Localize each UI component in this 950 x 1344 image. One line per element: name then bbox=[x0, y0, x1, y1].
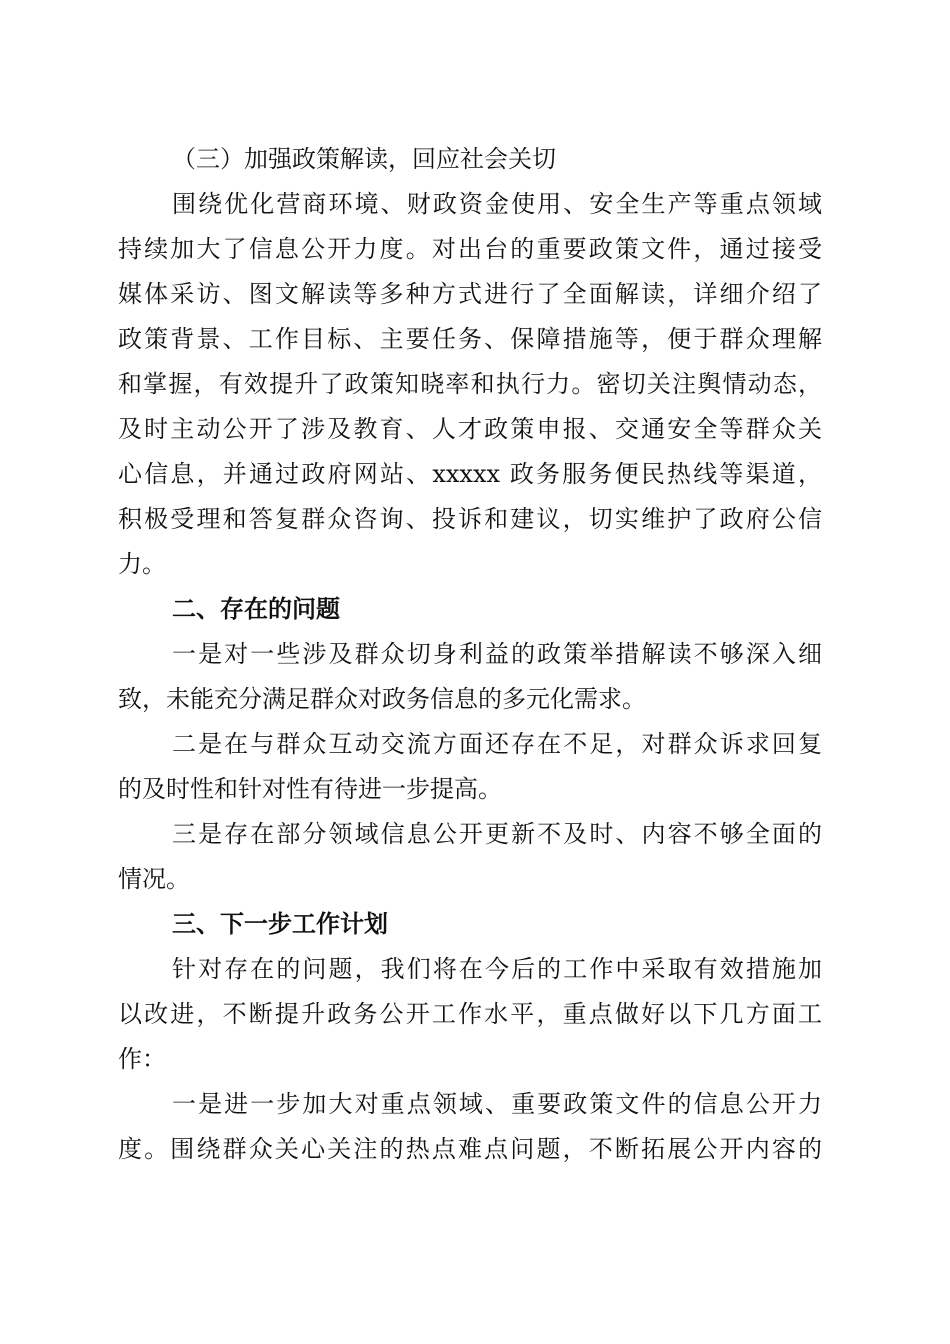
section-heading bbox=[118, 587, 822, 632]
paragraph bbox=[118, 947, 822, 1082]
text-line: 度。围绕群众关心关注的热点难点问题，不断拓展公开内容的 bbox=[118, 1135, 822, 1163]
text-line: 政策背景、工作目标、主要任务、保障措施等，便于群众理解 bbox=[118, 325, 822, 353]
text-line: 媒体采访、图文解读等多种方式进行了全面解读，详细介绍了 bbox=[118, 280, 822, 308]
paragraph bbox=[118, 1082, 822, 1172]
text-line: 围绕优化营商环境、财政资金使用、安全生产等重点领域 bbox=[172, 190, 822, 218]
text-line: 以改进，不断提升政务公开工作水平，重点做好以下几方面工 bbox=[118, 1000, 822, 1028]
text-line: 三、下一步工作计划 bbox=[172, 910, 388, 938]
text-line: 心信息，并通过政府网站、xxxxx 政务服务便民热线等渠道， bbox=[118, 460, 822, 488]
text-line: 积极受理和答复群众咨询、投诉和建议，切实维护了政府公信 bbox=[118, 505, 822, 533]
text-line: 作： bbox=[118, 1045, 166, 1073]
document-page bbox=[118, 137, 822, 1172]
text-line: （三）加强政策解读，回应社会关切 bbox=[172, 145, 556, 173]
text-line: 一是进一步加大对重点领域、重要政策文件的信息公开力 bbox=[172, 1090, 822, 1118]
text-line: 的及时性和针对性有待进一步提高。 bbox=[118, 775, 502, 803]
text-line: 及时主动公开了涉及教育、人才政策申报、交通安全等群众关 bbox=[118, 415, 822, 443]
text-line: 和掌握，有效提升了政策知晓率和执行力。密切关注舆情动态， bbox=[118, 370, 822, 398]
text-line: 二是在与群众互动交流方面还存在不足，对群众诉求回复 bbox=[172, 730, 822, 758]
paragraph bbox=[118, 182, 822, 587]
paragraph bbox=[118, 812, 822, 902]
text-line: 持续加大了信息公开力度。对出台的重要政策文件，通过接受 bbox=[118, 235, 822, 263]
text-line: 力。 bbox=[118, 550, 166, 578]
section-heading bbox=[118, 902, 822, 947]
text-line: 一是对一些涉及群众切身利益的政策举措解读不够深入细 bbox=[172, 640, 822, 668]
paragraph bbox=[118, 722, 822, 812]
text-line: 致，未能充分满足群众对政务信息的多元化需求。 bbox=[118, 685, 646, 713]
text-line: 针对存在的问题，我们将在今后的工作中采取有效措施加 bbox=[172, 955, 822, 983]
subsection-heading bbox=[118, 137, 822, 182]
text-line: 情况。 bbox=[118, 865, 190, 893]
text-line: 二、存在的问题 bbox=[172, 595, 340, 623]
paragraph bbox=[118, 632, 822, 722]
text-line: 三是存在部分领域信息公开更新不及时、内容不够全面的 bbox=[172, 820, 822, 848]
